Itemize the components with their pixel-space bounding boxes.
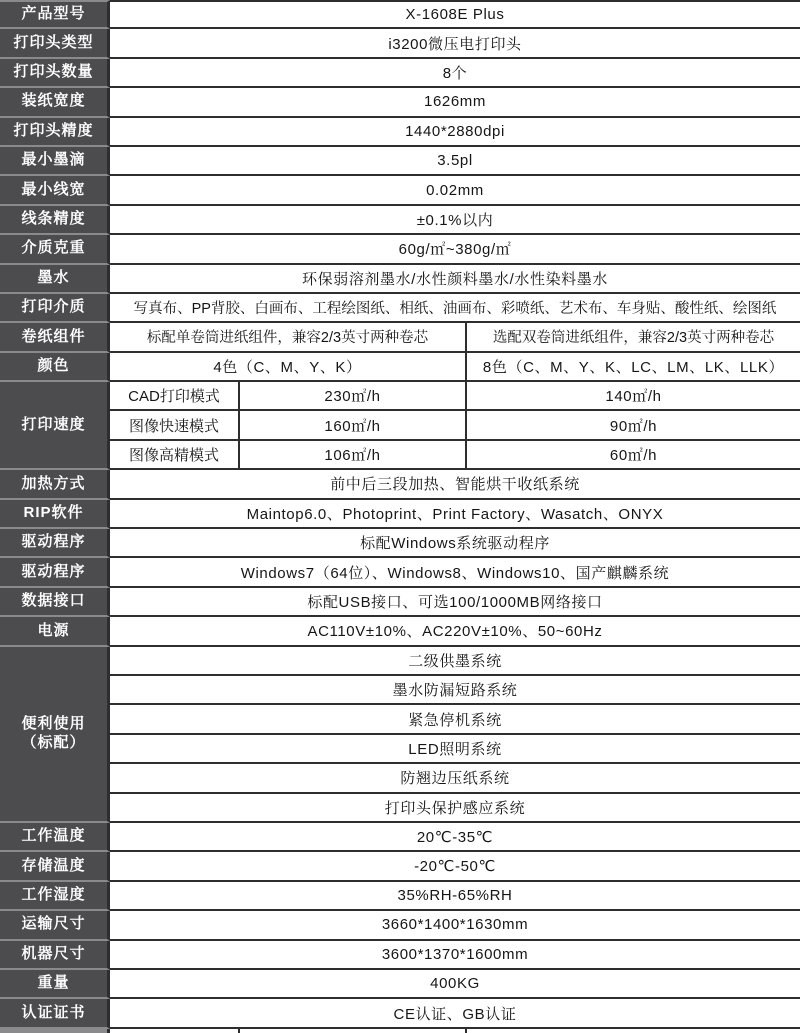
row-label: 最小线宽 (0, 176, 110, 205)
convenience-value: 二级供墨系统 (110, 647, 800, 676)
row-value: Maintop6.0、Photoprint、Print Factory、Wasatch、ONYX (110, 500, 800, 529)
row-value: ±0.1%以内 (110, 206, 800, 235)
spec-row-shipping-size (0, 911, 800, 940)
row-label: 工作温度 (0, 823, 110, 852)
spec-row-print-speed (0, 382, 800, 470)
row-value: 400KG (110, 970, 800, 999)
speed-mode-label: 图像快速模式 (110, 411, 240, 440)
row-label: RIP软件 (0, 500, 110, 529)
convenience-label-line2: （标配） (21, 733, 86, 751)
row-label: 驱动程序 (0, 529, 110, 558)
spec-row-roll-components (0, 323, 800, 352)
row-label: 运输尺寸 (0, 911, 110, 940)
row-value: 20℃-35℃ (110, 823, 800, 852)
row-value: AC110V±10%、AC220V±10%、50~60Hz (110, 617, 800, 646)
spec-row-certificates (0, 999, 800, 1028)
spec-row-driver-2 (0, 558, 800, 587)
speed-value-1: 106㎡/h (240, 441, 467, 470)
spec-row-print-precision (0, 118, 800, 147)
row-label: 产品型号 (0, 0, 110, 29)
convenience-row (110, 764, 800, 793)
speed-value-2: 90㎡/h (467, 411, 800, 440)
speed-value-2: 60㎡/h (467, 441, 800, 470)
convenience-row (110, 735, 800, 764)
row-label: 卷纸组件 (0, 323, 110, 352)
row-value: Windows7（64位）、Windows8、Windows10、国产麒麟系统 (110, 558, 800, 587)
spec-row-data-interface (0, 588, 800, 617)
spec-row-media-weight (0, 235, 800, 264)
row-value: -20℃-50℃ (110, 852, 800, 881)
row-label: 装纸宽度 (0, 88, 110, 117)
spec-row-line-accuracy (0, 206, 800, 235)
row-label: 打印头数量 (0, 59, 110, 88)
spec-row-printhead-type (0, 29, 800, 58)
spec-row-min-droplet (0, 147, 800, 176)
spec-row-working-humidity (0, 882, 800, 911)
speed-row-image-fast (110, 411, 800, 440)
row-label: 打印头类型 (0, 29, 110, 58)
speed-value-1: 160㎡/h (240, 411, 467, 440)
convenience-row (110, 676, 800, 705)
row-value: 前中后三段加热、智能烘干收纸系统 (110, 470, 800, 499)
cutoff-cell (240, 1029, 467, 1033)
row-value: 3600*1370*1600mm (110, 941, 800, 970)
spec-row-colors (0, 353, 800, 382)
row-label: 驱动程序 (0, 558, 110, 587)
speed-mode-label: 图像高精模式 (110, 441, 240, 470)
spec-row-working-temp (0, 823, 800, 852)
cutoff-row-sliver (0, 1029, 800, 1033)
row-label: 认证证书 (0, 999, 110, 1028)
spec-row-heating (0, 470, 800, 499)
row-value: 环保弱溶剂墨水/水性颜料墨水/水性染料墨水 (110, 265, 800, 294)
speed-subtable (110, 382, 800, 470)
spec-row-rip-software (0, 500, 800, 529)
speed-row-image-hq (110, 441, 800, 470)
speed-row-cad (110, 382, 800, 411)
convenience-value: 墨水防漏短路系统 (110, 676, 800, 705)
spec-row-product-model (0, 0, 800, 29)
row-value: 1626mm (110, 88, 800, 117)
row-value: X-1608E Plus (110, 0, 800, 29)
spec-row-weight (0, 970, 800, 999)
row-label: 加热方式 (0, 470, 110, 499)
row-label: 存储温度 (0, 852, 110, 881)
roll-optional-value: 选配双卷筒进纸组件，兼容2/3英寸两种卷芯 (467, 323, 800, 352)
row-value: 3660*1400*1630mm (110, 911, 800, 940)
spec-row-paper-width (0, 88, 800, 117)
row-label: 颜色 (0, 353, 110, 382)
row-value: 标配USB接口、可选100/1000MB网络接口 (110, 588, 800, 617)
row-label: 线条精度 (0, 206, 110, 235)
spec-row-ink (0, 265, 800, 294)
row-label: 墨水 (0, 265, 110, 294)
row-label: 最小墨滴 (0, 147, 110, 176)
row-label: 工作湿度 (0, 882, 110, 911)
convenience-row (110, 647, 800, 676)
colors-4-value: 4色（C、M、Y、K） (110, 353, 467, 382)
speed-value-1: 230㎡/h (240, 382, 467, 411)
convenience-value: 防翘边压纸系统 (110, 764, 800, 793)
speed-value-2: 140㎡/h (467, 382, 800, 411)
row-label: 打印速度 (0, 382, 110, 470)
spec-row-machine-size (0, 941, 800, 970)
row-value: 0.02mm (110, 176, 800, 205)
spec-row-min-linewidth (0, 176, 800, 205)
spec-row-convenience (0, 647, 800, 823)
roll-standard-value: 标配单卷筒进纸组件，兼容2/3英寸两种卷芯 (110, 323, 467, 352)
convenience-label-line1: 便利使用 (21, 715, 86, 733)
row-label: 打印介质 (0, 294, 110, 323)
row-value: i3200微压电打印头 (110, 29, 800, 58)
spec-row-print-media (0, 294, 800, 323)
row-label: 电源 (0, 617, 110, 646)
row-value: CE认证、GB认证 (110, 999, 800, 1028)
row-value: 60g/㎡~380g/㎡ (110, 235, 800, 264)
spec-row-driver-1 (0, 529, 800, 558)
row-label: 机器尺寸 (0, 941, 110, 970)
row-value: 标配Windows系统驱动程序 (110, 529, 800, 558)
row-value: 写真布、PP背胶、白画布、工程绘图纸、相纸、油画布、彩喷纸、艺术布、车身贴、酸性纸、绘图纸 (110, 294, 800, 323)
row-value: 1440*2880dpi (110, 118, 800, 147)
row-label: 打印头精度 (0, 118, 110, 147)
cutoff-label-cell (0, 1029, 110, 1033)
convenience-row (110, 705, 800, 734)
convenience-value: LED照明系统 (110, 735, 800, 764)
cutoff-cell (467, 1029, 800, 1033)
row-label (0, 647, 110, 823)
spec-row-storage-temp (0, 852, 800, 881)
speed-mode-label: CAD打印模式 (110, 382, 240, 411)
colors-8-value: 8色（C、M、Y、K、LC、LM、LK、LLK） (467, 353, 800, 382)
convenience-value: 打印头保护感应系统 (110, 794, 800, 823)
row-value: 3.5pl (110, 147, 800, 176)
row-label: 重量 (0, 970, 110, 999)
cutoff-cell (110, 1029, 240, 1033)
row-label: 数据接口 (0, 588, 110, 617)
spec-row-printhead-count (0, 59, 800, 88)
spec-row-power (0, 617, 800, 646)
convenience-value: 紧急停机系统 (110, 705, 800, 734)
convenience-subtable (110, 647, 800, 823)
row-value: 8个 (110, 59, 800, 88)
row-label: 介质克重 (0, 235, 110, 264)
convenience-row (110, 794, 800, 823)
row-value: 35%RH-65%RH (110, 882, 800, 911)
